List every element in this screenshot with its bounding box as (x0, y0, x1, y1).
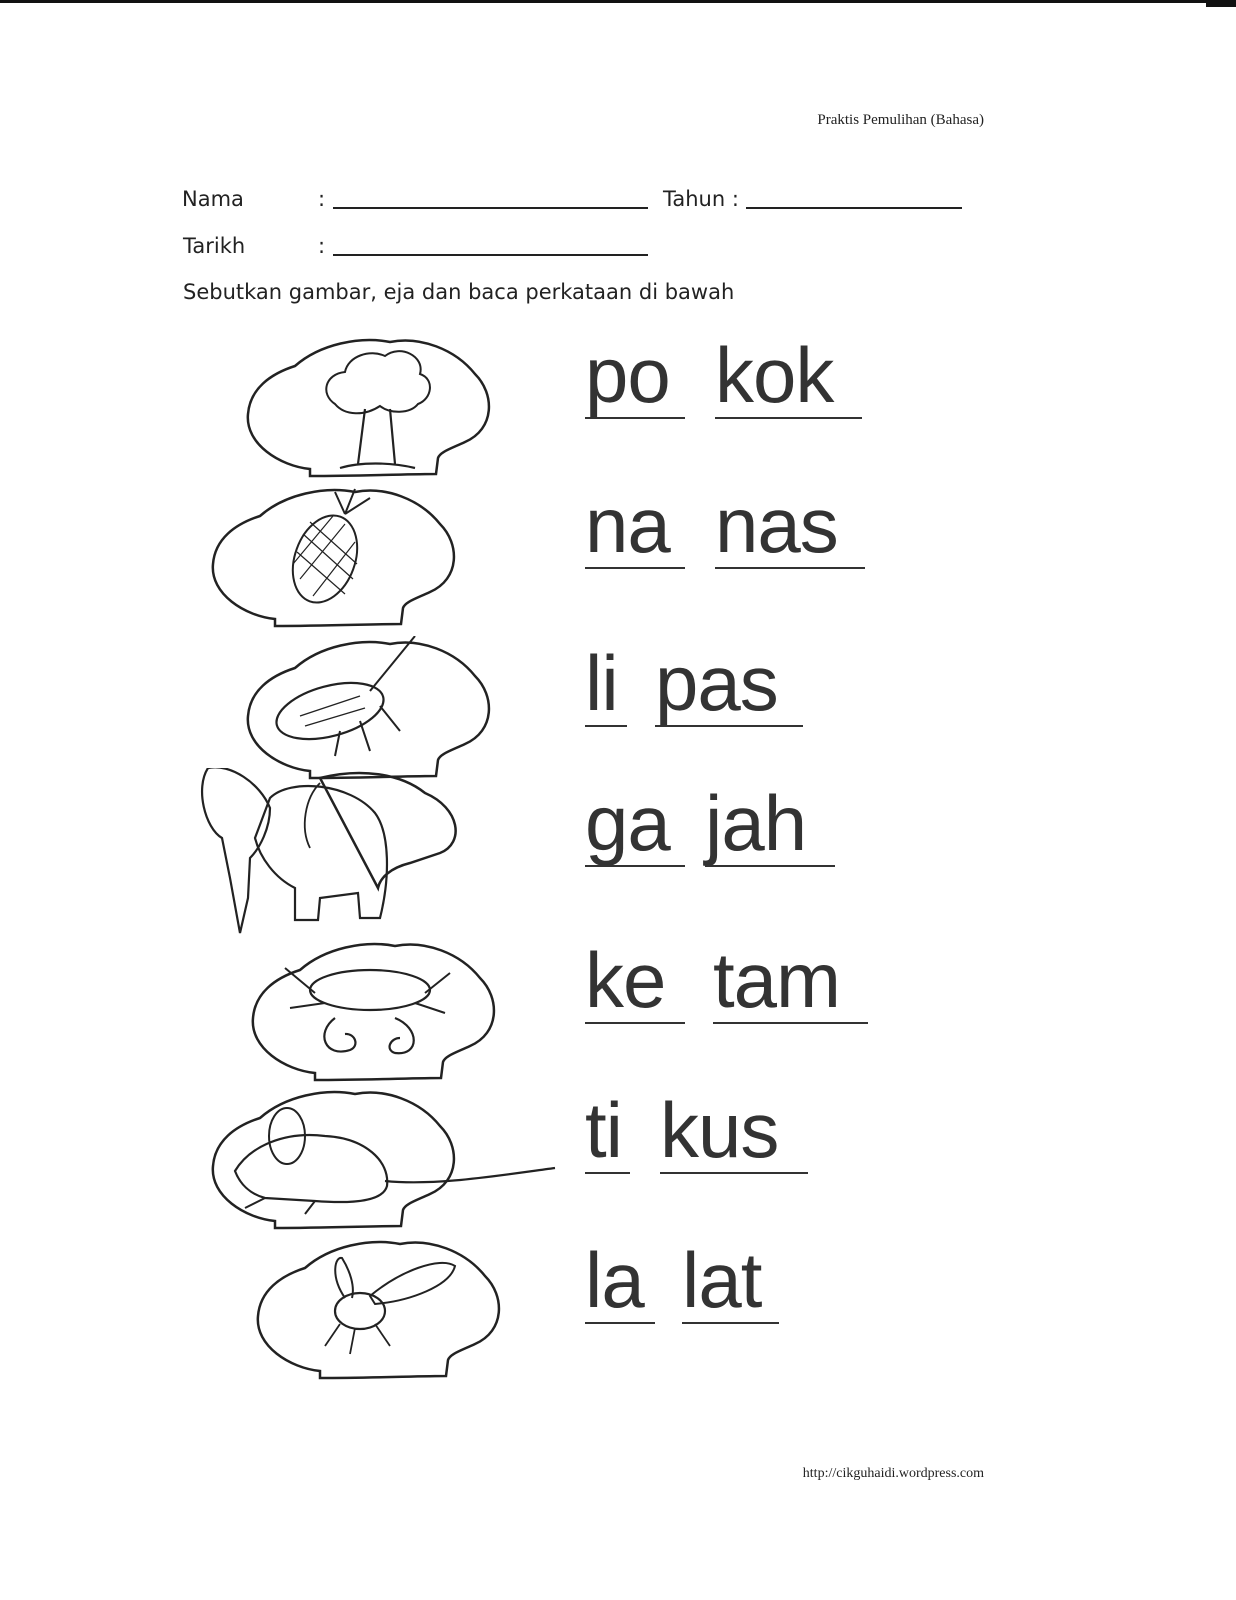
name-label: Nama (182, 187, 244, 211)
syllable-1: ti (585, 1086, 622, 1174)
syllable-1-line (585, 417, 685, 419)
syllable-1: na (585, 481, 670, 569)
word-row-tikus (585, 1086, 905, 1190)
scan-edge-corner (1206, 0, 1236, 7)
pineapple-icon (205, 484, 465, 634)
syllable-2: nas (715, 481, 838, 569)
syllable-1-line (585, 865, 685, 867)
syllable-1: la (585, 1236, 644, 1324)
tree-icon (240, 334, 500, 484)
scan-edge-top (0, 0, 1236, 3)
word-row-lalat (585, 1236, 905, 1340)
syllable-1: ke (585, 936, 666, 1024)
syllable-1: li (585, 639, 618, 727)
name-colon: : (318, 187, 326, 211)
syllable-1-line (585, 567, 685, 569)
date-field[interactable] (333, 254, 648, 256)
syllable-2-line (655, 725, 803, 727)
elephant-icon (200, 768, 470, 938)
name-field[interactable] (333, 207, 648, 209)
syllable-2: kok (715, 331, 834, 419)
word-row-ketam (585, 936, 905, 1040)
footer-url: http://cikguhaidi.wordpress.com (802, 1466, 984, 1481)
header-note: Praktis Pemulihan (Bahasa) (817, 112, 984, 128)
syllable-1-line (585, 725, 627, 727)
syllable-2: tam (713, 936, 841, 1024)
crab-icon (245, 938, 505, 1088)
word-row-lipas (585, 639, 905, 743)
mouse-icon (205, 1086, 565, 1236)
syllable-1-line (585, 1022, 685, 1024)
syllable-2: kus (660, 1086, 779, 1174)
syllable-1: ga (585, 779, 670, 867)
date-colon: : (318, 234, 326, 258)
syllable-1-line (585, 1172, 630, 1174)
instruction: Sebutkan gambar, eja dan baca perkataan di bawah (183, 280, 735, 304)
word-row-nanas (585, 481, 905, 585)
syllable-2-line (682, 1322, 779, 1324)
fly-icon (250, 1236, 510, 1386)
year-field[interactable] (746, 207, 962, 209)
syllable-2-line (715, 417, 862, 419)
syllable-2-line (713, 1022, 868, 1024)
word-row-gajah (585, 779, 905, 883)
syllable-2: pas (655, 639, 778, 727)
syllable-2: jah (705, 779, 807, 867)
syllable-1-line (585, 1322, 655, 1324)
syllable-2-line (660, 1172, 808, 1174)
word-row-pokok (585, 331, 905, 435)
syllable-2: lat (682, 1236, 762, 1324)
syllable-1: po (585, 331, 670, 419)
syllable-2-line (705, 865, 835, 867)
date-label: Tarikh (183, 234, 246, 258)
syllable-2-line (715, 567, 865, 569)
year-label: Tahun : (663, 187, 739, 211)
cockroach-icon (240, 636, 500, 786)
